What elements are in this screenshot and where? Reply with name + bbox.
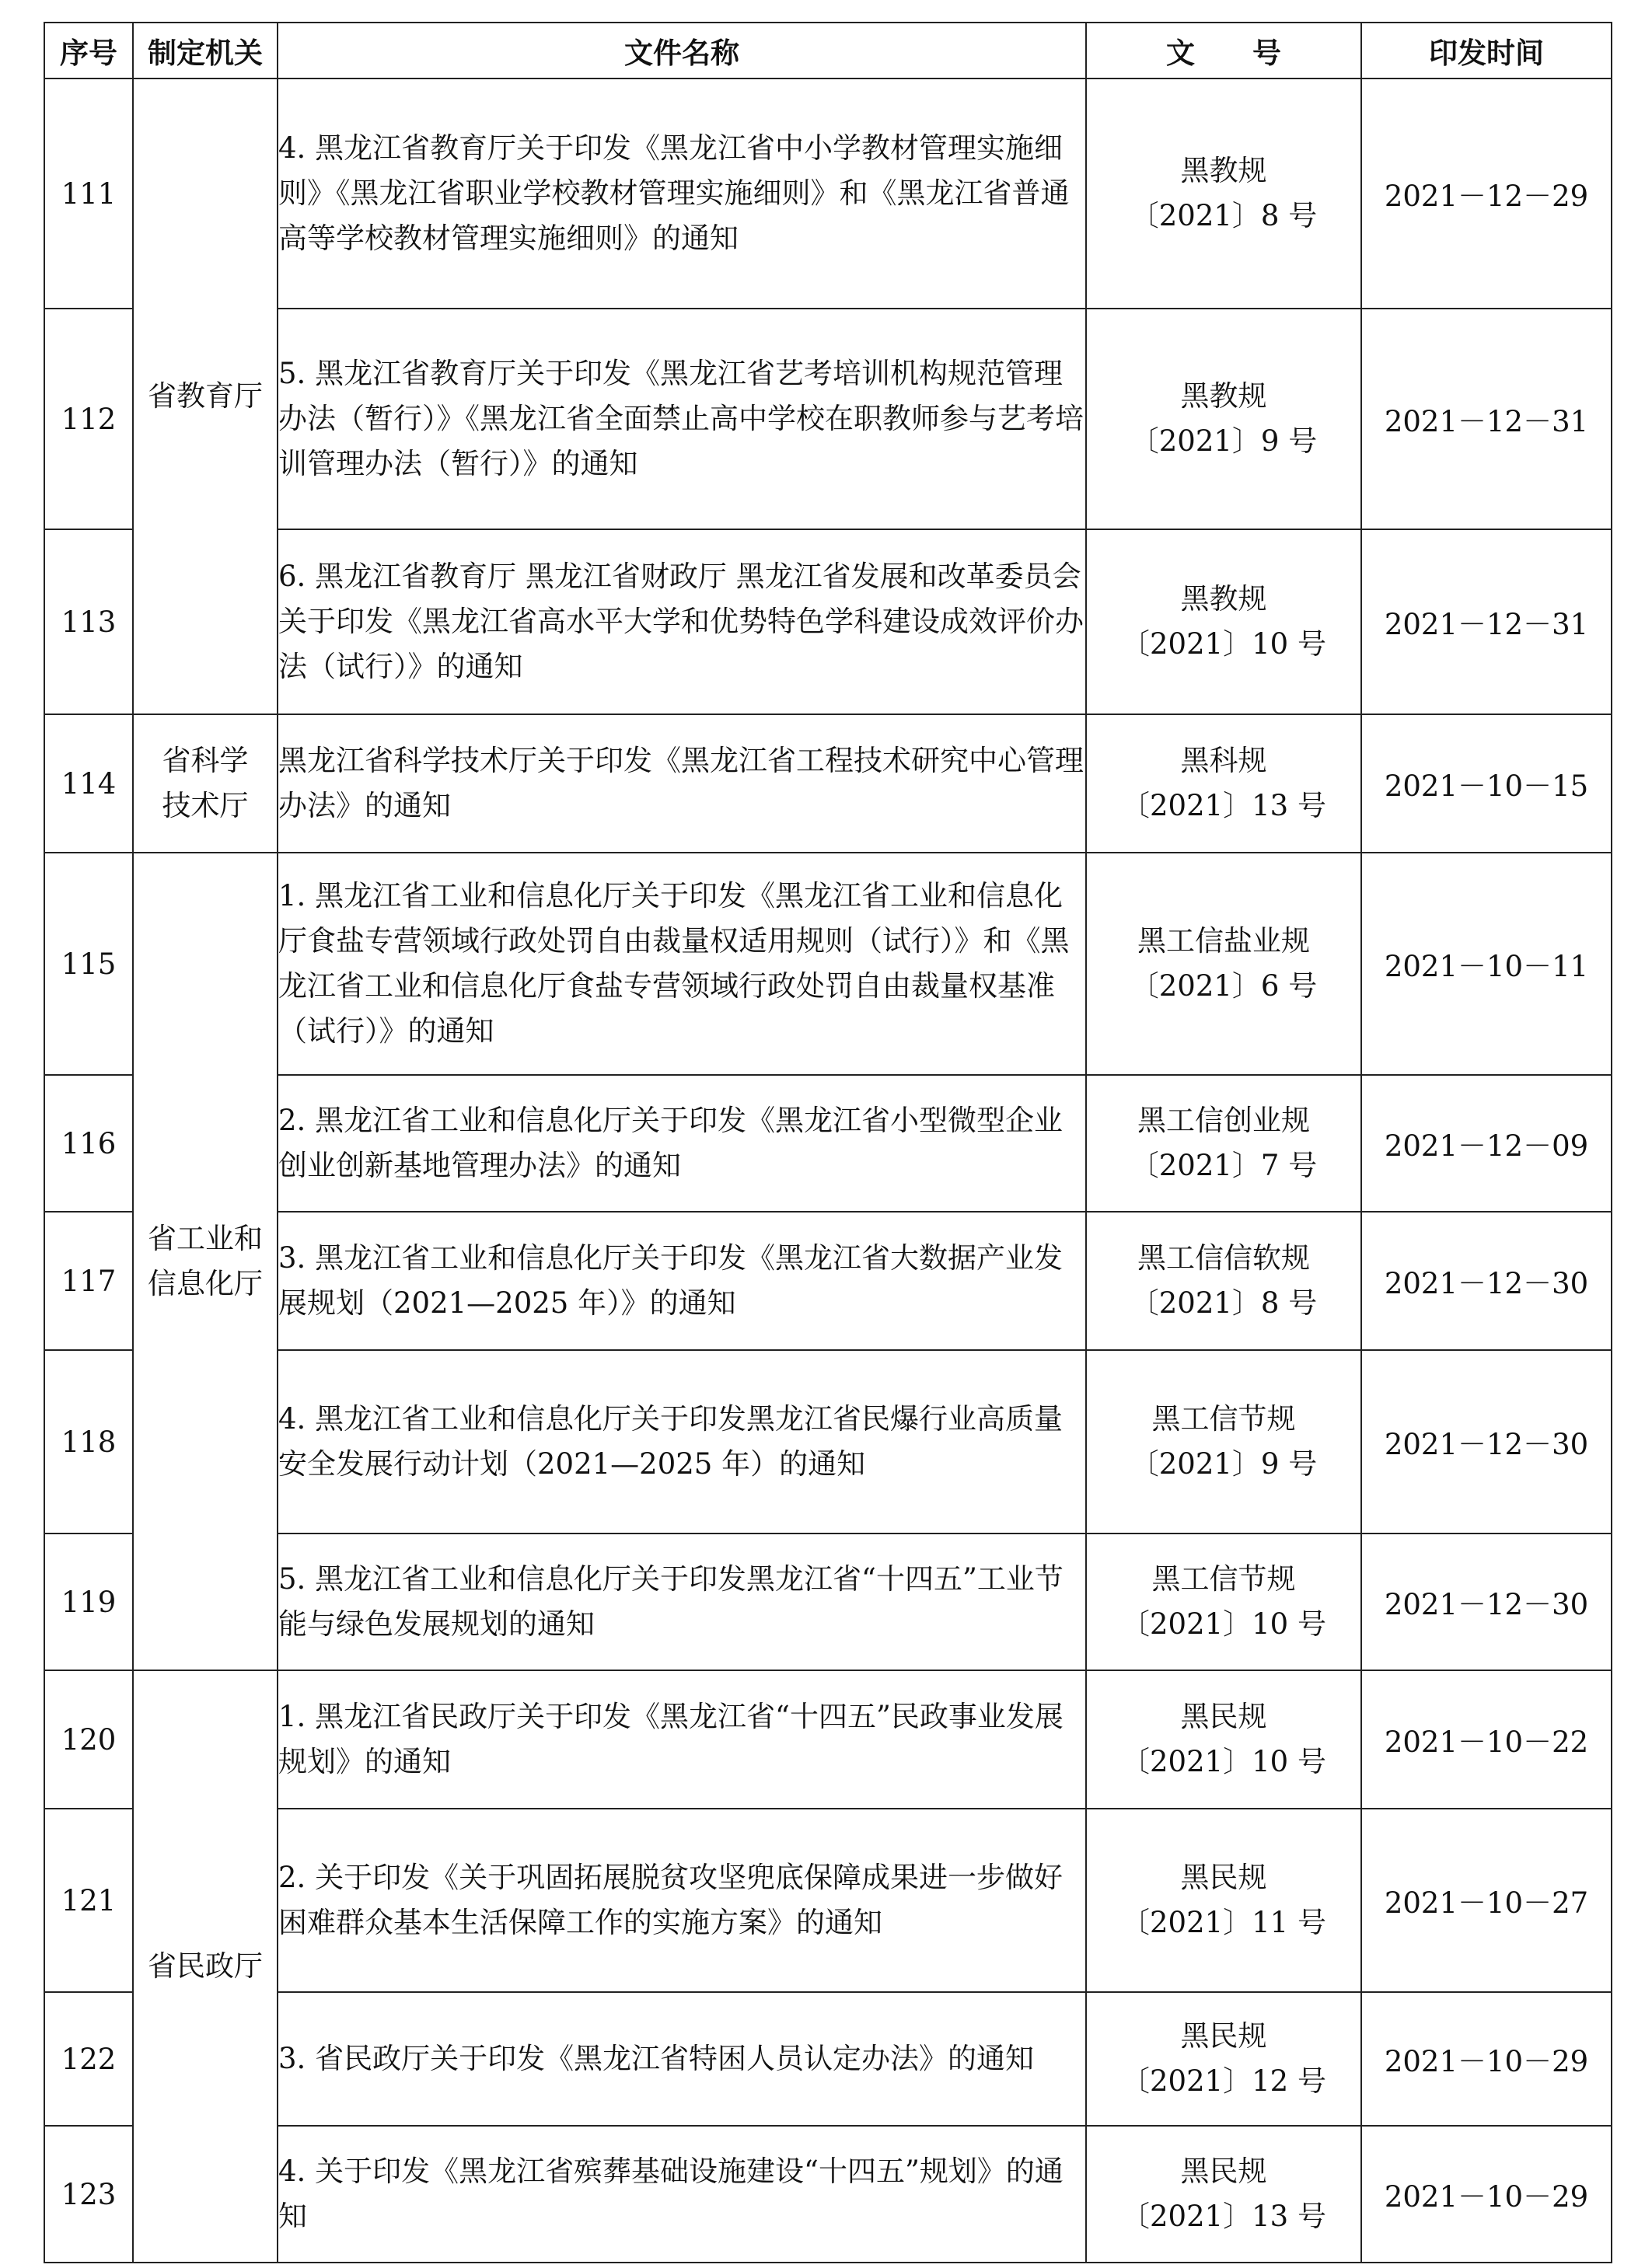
org-name: 省民政厅 (148, 1949, 263, 1983)
org-name-line-1: 省工业和 (148, 1222, 263, 1255)
doc-number (1086, 309, 1361, 529)
issue-date: 2021－10－11 (1361, 853, 1612, 1075)
row-number: 111 (44, 79, 133, 309)
org-cell (133, 79, 278, 714)
issue-date: 2021－12－30 (1361, 1350, 1612, 1534)
doc-number-serial: 〔2021〕13 号 (1120, 2200, 1326, 2233)
row-number: 123 (44, 2126, 133, 2263)
org-cell (133, 853, 278, 1670)
doc-number-serial: 〔2021〕6 号 (1130, 969, 1318, 1003)
table-row (44, 1350, 1612, 1534)
row-number: 112 (44, 309, 133, 529)
row-number: 114 (44, 714, 133, 853)
row-number: 121 (44, 1809, 133, 1992)
doc-number-serial: 〔2021〕10 号 (1120, 627, 1326, 661)
table-row (44, 1992, 1612, 2126)
doc-title: 1. 黑龙江省民政厅关于印发《黑龙江省“十四五”民政事业发展规划》的通知 (278, 1670, 1086, 1809)
doc-number (1086, 1670, 1361, 1809)
row-number: 115 (44, 853, 133, 1075)
doc-number-serial: 〔2021〕11 号 (1120, 1906, 1326, 1939)
row-number: 113 (44, 529, 133, 714)
doc-title: 4. 关于印发《黑龙江省殡葬基础设施建设“十四五”规划》的通知 (278, 2126, 1086, 2263)
doc-title: 4. 黑龙江省工业和信息化厅关于印发黑龙江省民爆行业高质量安全发展行动计划（2021—2025 年）的通知 (278, 1350, 1086, 1534)
doc-number-serial: 〔2021〕10 号 (1120, 1745, 1326, 1778)
row-number: 117 (44, 1212, 133, 1350)
doc-number (1086, 2126, 1361, 2263)
table-row (44, 1212, 1612, 1350)
table-row (44, 853, 1612, 1075)
table-row (44, 714, 1612, 853)
table-row (44, 309, 1612, 529)
table-row (44, 1534, 1612, 1670)
doc-number-serial: 〔2021〕9 号 (1130, 1447, 1318, 1481)
issue-date: 2021－12－30 (1361, 1212, 1612, 1350)
table-row (44, 1075, 1612, 1212)
doc-number-serial: 〔2021〕8 号 (1130, 1286, 1318, 1320)
doc-number (1086, 714, 1361, 853)
doc-number-prefix: 黑工信信软规 (1137, 1241, 1310, 1275)
row-number: 116 (44, 1075, 133, 1212)
doc-number (1086, 1992, 1361, 2126)
doc-number-prefix: 黑教规 (1180, 582, 1267, 616)
doc-number-serial: 〔2021〕8 号 (1130, 199, 1318, 232)
doc-number-prefix: 黑科规 (1180, 744, 1267, 777)
doc-number-prefix: 黑教规 (1180, 379, 1267, 413)
doc-title: 5. 黑龙江省工业和信息化厅关于印发黑龙江省“十四五”工业节能与绿色发展规划的通知 (278, 1534, 1086, 1670)
issue-date: 2021－10－15 (1361, 714, 1612, 853)
table-row (44, 1809, 1612, 1992)
table-row (44, 2126, 1612, 2263)
regulations-table (44, 22, 1612, 2263)
issue-date: 2021－10－22 (1361, 1670, 1612, 1809)
table-row (44, 529, 1612, 714)
doc-number-prefix: 黑工信盐业规 (1137, 924, 1310, 958)
doc-number (1086, 79, 1361, 309)
issue-date: 2021－12－09 (1361, 1075, 1612, 1212)
doc-number (1086, 1809, 1361, 1992)
doc-title: 4. 黑龙江省教育厅关于印发《黑龙江省中小学教材管理实施细则》《黑龙江省职业学校教材管理实施细则》和《黑龙江省普通高等学校教材管理实施细则》的通知 (278, 79, 1086, 309)
header-num: 序号 (44, 23, 133, 79)
org-name: 省教育厅 (148, 379, 263, 413)
issue-date: 2021－10－29 (1361, 2126, 1612, 2263)
doc-title: 6. 黑龙江省教育厅 黑龙江省财政厅 黑龙江省发展和改革委员会关于印发《黑龙江省高水平大学和优势特色学科建设成效评价办法（试行）》的通知 (278, 529, 1086, 714)
doc-number (1086, 529, 1361, 714)
issue-date: 2021－10－29 (1361, 1992, 1612, 2126)
doc-number-serial: 〔2021〕13 号 (1120, 789, 1326, 822)
table-row (44, 79, 1612, 309)
table-row (44, 1670, 1612, 1809)
header-date: 印发时间 (1361, 23, 1612, 79)
issue-date: 2021－12－29 (1361, 79, 1612, 309)
doc-number-prefix: 黑民规 (1180, 1861, 1267, 1894)
doc-number (1086, 1212, 1361, 1350)
doc-number-prefix: 黑民规 (1180, 2155, 1267, 2188)
doc-title: 3. 黑龙江省工业和信息化厅关于印发《黑龙江省大数据产业发展规划（2021—2025 年）》的通知 (278, 1212, 1086, 1350)
doc-number-prefix: 黑工信节规 (1151, 1402, 1296, 1436)
doc-number (1086, 1534, 1361, 1670)
row-number: 120 (44, 1670, 133, 1809)
doc-number-prefix: 黑民规 (1180, 1700, 1267, 1733)
org-name-line-1: 省科学 (162, 744, 249, 777)
doc-title: 2. 关于印发《关于巩固拓展脱贫攻坚兜底保障成果进一步做好困难群众基本生活保障工作的实施方案》的通知 (278, 1809, 1086, 1992)
doc-number-prefix: 黑工信创业规 (1137, 1104, 1310, 1137)
header-title: 文件名称 (278, 23, 1086, 79)
doc-title: 2. 黑龙江省工业和信息化厅关于印发《黑龙江省小型微型企业创业创新基地管理办法》的通知 (278, 1075, 1086, 1212)
doc-number-prefix: 黑民规 (1180, 2019, 1267, 2053)
org-cell (133, 714, 278, 853)
doc-number-serial: 〔2021〕12 号 (1120, 2064, 1326, 2098)
header-org: 制定机关 (133, 23, 278, 79)
doc-title: 黑龙江省科学技术厅关于印发《黑龙江省工程技术研究中心管理办法》的通知 (278, 714, 1086, 853)
doc-title: 1. 黑龙江省工业和信息化厅关于印发《黑龙江省工业和信息化厅食盐专营领域行政处罚自由裁量权适用规则（试行）》和《黑龙江省工业和信息化厅食盐专营领域行政处罚自由裁量权基准（试行）》的通知 (278, 853, 1086, 1075)
doc-number-prefix: 黑教规 (1180, 154, 1267, 187)
doc-number (1086, 1350, 1361, 1534)
doc-number (1086, 1075, 1361, 1212)
header-doc-no: 文 号 (1086, 23, 1361, 79)
org-name-line-2: 信息化厅 (148, 1267, 263, 1300)
issue-date: 2021－12－30 (1361, 1534, 1612, 1670)
issue-date: 2021－12－31 (1361, 309, 1612, 529)
doc-title: 3. 省民政厅关于印发《黑龙江省特困人员认定办法》的通知 (278, 1992, 1086, 2126)
org-cell (133, 1670, 278, 2263)
table-header-row (44, 23, 1612, 79)
doc-number-prefix: 黑工信节规 (1151, 1562, 1296, 1596)
issue-date: 2021－12－31 (1361, 529, 1612, 714)
issue-date: 2021－10－27 (1361, 1809, 1612, 1992)
doc-title: 5. 黑龙江省教育厅关于印发《黑龙江省艺考培训机构规范管理办法（暂行）》《黑龙江省全面禁止高中学校在职教师参与艺考培训管理办法（暂行）》的通知 (278, 309, 1086, 529)
doc-number-serial: 〔2021〕10 号 (1120, 1607, 1326, 1641)
doc-number-serial: 〔2021〕7 号 (1130, 1149, 1318, 1182)
row-number: 118 (44, 1350, 133, 1534)
doc-number (1086, 853, 1361, 1075)
doc-number-serial: 〔2021〕9 号 (1130, 424, 1318, 458)
org-name-line-2: 技术厅 (162, 789, 249, 822)
row-number: 119 (44, 1534, 133, 1670)
row-number: 122 (44, 1992, 133, 2126)
